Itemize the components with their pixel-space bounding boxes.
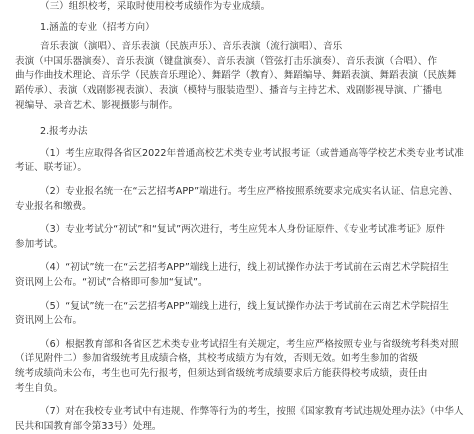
paragraph-line: （5）“复试”统一在“云艺招考APP”端线上进行，线上复试操作办法于考试前在云南艺术学院招生 xyxy=(40,300,449,312)
majors-line: 音乐表演（演唱）、音乐表演（民族声乐）、音乐表演（流行演唱）、音乐 xyxy=(40,41,343,53)
majors-line: 表演（中国乐器演奏）、音乐表演（键盘演奏）、音乐表演（管弦打击乐演奏）、音乐表演（合唱）、作 xyxy=(15,55,438,67)
paragraph-line: 民共和国教育部令第33号）处理。 xyxy=(15,420,162,432)
paragraph-line: （3）专业考试分“初试”和“复试”两次进行，考生应凭本人身份证原件、《专业考试准考证》原件 xyxy=(40,224,445,236)
paragraph-line: （4）“初试”统一在“云艺招考APP”端线上进行，线上初试操作办法于考试前在云南艺术学院招生 xyxy=(40,262,449,274)
majors-line: 蹈传承）、表演（戏剧影视表演）、表演（模特与服装造型）、播音与主持艺术、戏剧影视导演、广播电 xyxy=(15,85,442,96)
majors-line: 曲与作曲技术理论、音乐学（民族音乐理论）、舞蹈学（教育）、舞蹈编导、舞蹈表演、舞蹈表演（民族舞 xyxy=(15,70,457,82)
paragraph-line: （2）专业报名统一在“云艺招考APP”端进行。考生应严格按照系统要求完成实名认证、信息完善、 xyxy=(40,186,459,197)
paragraph-line: 资讯网上公布。“初试”合格即可参加“复试”。 xyxy=(15,277,208,288)
paragraph-line: 专业报名和缴费。 xyxy=(15,200,92,212)
paragraph-line: （7）对在我校专业考试中有违规、作弊等行为的考生，按照《国家教育考试违规处理办法》（中华人 xyxy=(40,406,464,418)
majors-line: 视编导、录音艺术、影视摄影与制作。 xyxy=(15,99,179,111)
paragraph-line: （详见附件二）参加省级统考且成绩合格，其校考成绩方为有效，否则无效。如考生参加的省级 xyxy=(15,353,418,365)
section-heading: （三）组织校考，采取时使用校考成绩作为专业成绩。 xyxy=(40,1,271,12)
paragraph-line: 考生自负。 xyxy=(15,382,63,394)
item2-title: 2.报考办法 xyxy=(40,126,88,138)
paragraph-line: （6）根据教育部和各省区艺术类专业考试招生有关规定，考生应严格按照专业与省级统考科类对照 xyxy=(40,338,459,350)
item1-title: 1.涵盖的专业（招考方向） xyxy=(40,21,155,33)
paragraph-line: 考证、联考证）。 xyxy=(15,162,87,174)
paragraph-line: 参加考试。 xyxy=(15,238,63,250)
paragraph-line: （1）考生应取得各省区2022年普通高校艺术类专业考试报考证（或普通高等学校艺术类专业考试准 xyxy=(40,147,464,159)
paragraph-line: 资讯网上公布。 xyxy=(15,315,83,327)
paragraph-line: 统考成绩尚未公布，考生也可先行报考，但须达到省级统考成绩要求后方能获得校考成绩，责任由 xyxy=(15,368,428,379)
